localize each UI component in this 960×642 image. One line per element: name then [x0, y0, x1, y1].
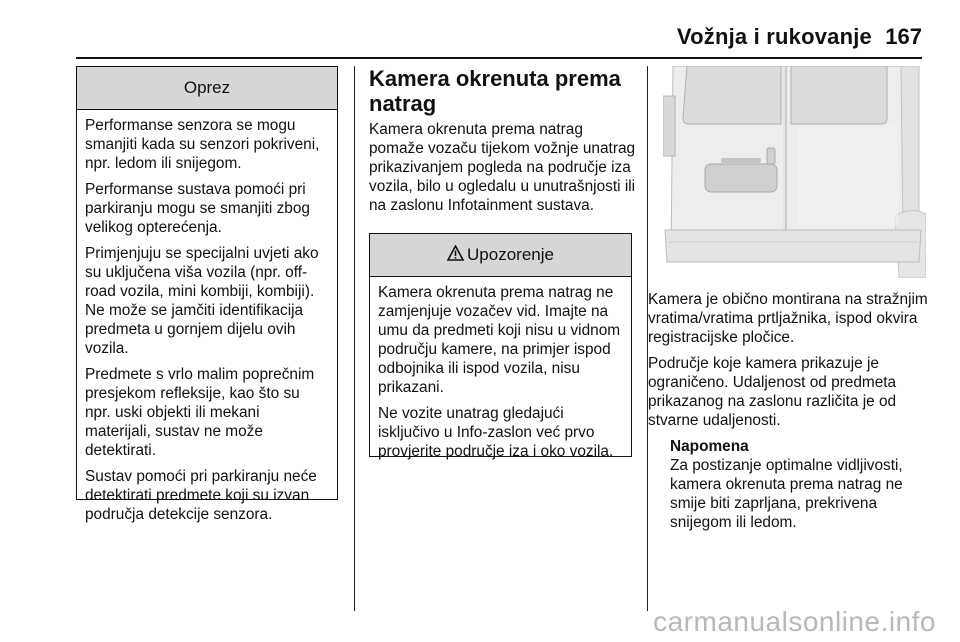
- caution-paragraph: Primjenjuju se specijalni uvjeti ako su uključena viša vozila (npr. off-road vozila, mini kombiji, kombiji). Ne može se jamčiti identifikacija predmeta u gornjem dijelu ovih vozila.: [85, 245, 319, 357]
- warning-box-body: [370, 277, 631, 461]
- page-number: 167: [885, 24, 922, 49]
- caution-paragraph: Predmete s vrlo malim poprečnim presjekom refleksije, kao što su npr. uski objekti ili mekani materijali, sustav ne može detektirati.: [85, 366, 315, 459]
- caution-box-heading: Oprez: [77, 67, 337, 110]
- caution-box: [76, 66, 338, 523]
- caution-paragraph: Sustav pomoći pri parkiranju neće detektirati predmete koji su izvan područja detekcije senzora.: [85, 468, 317, 523]
- warning-box: [369, 233, 632, 460]
- warning-box-heading-label: Upozorenje: [467, 245, 554, 264]
- vehicle-rear-illustration: [663, 66, 926, 278]
- warning-paragraph: Ne vozite unatrag gledajući isključivo u Info-zaslon već prvo provjerite područje iza i oko vozila.: [378, 405, 614, 460]
- warning-box-heading: [370, 234, 631, 277]
- body-paragraph: Područje koje kamera prikazuje je ograničeno. Udaljenost od predmeta prikazanog na zaslonu različita je od stvarne udaljenosti.: [648, 355, 897, 429]
- note-block: [670, 437, 928, 532]
- warning-triangle-icon: [447, 245, 464, 266]
- section-intro: Kamera okrenuta prema natrag pomaže vozaču tijekom vožnje unatrag prikazivanjem pogleda na područje iza vozila, bilo u ogledalu u unutrašnjosti ili na zaslonu Infotainment sustava.: [369, 121, 636, 214]
- caution-box-body: [77, 110, 337, 524]
- right-column-text: [648, 290, 928, 532]
- watermark: carmanualsonline.info: [653, 606, 936, 637]
- header-rule: [76, 57, 922, 59]
- note-title: Napomena: [670, 438, 749, 455]
- body-paragraph: Kamera je obično montirana na stražnjim vratima/vratima prtljažnika, ispod okvira registracijske pločice.: [648, 291, 928, 346]
- note-text: Za postizanje optimalne vidljivosti, kamera okrenuta prema natrag ne smije biti zaprljana, prekrivena snijegom ili ledom.: [670, 457, 903, 531]
- column-divider-left: [354, 66, 355, 611]
- caution-paragraph: Performanse senzora se mogu smanjiti kada su senzori pokriveni, npr. ledom ili snijegom.: [85, 117, 320, 172]
- page-header-title: Vožnja i rukovanje: [676, 24, 872, 49]
- section-title: Kamera okrenuta prema natrag: [369, 66, 621, 116]
- warning-paragraph: Kamera okrenuta prema natrag ne zamjenjuje vozačev vid. Imajte na umu da predmeti koji nisu u vidnom području kamere, na primjer ispod odbojnika ili ispod vozila, nisu prikazani.: [378, 284, 621, 396]
- caution-paragraph: Performanse sustava pomoći pri parkiranju mogu se smanjiti zbog velikog opterećenja.: [85, 181, 310, 236]
